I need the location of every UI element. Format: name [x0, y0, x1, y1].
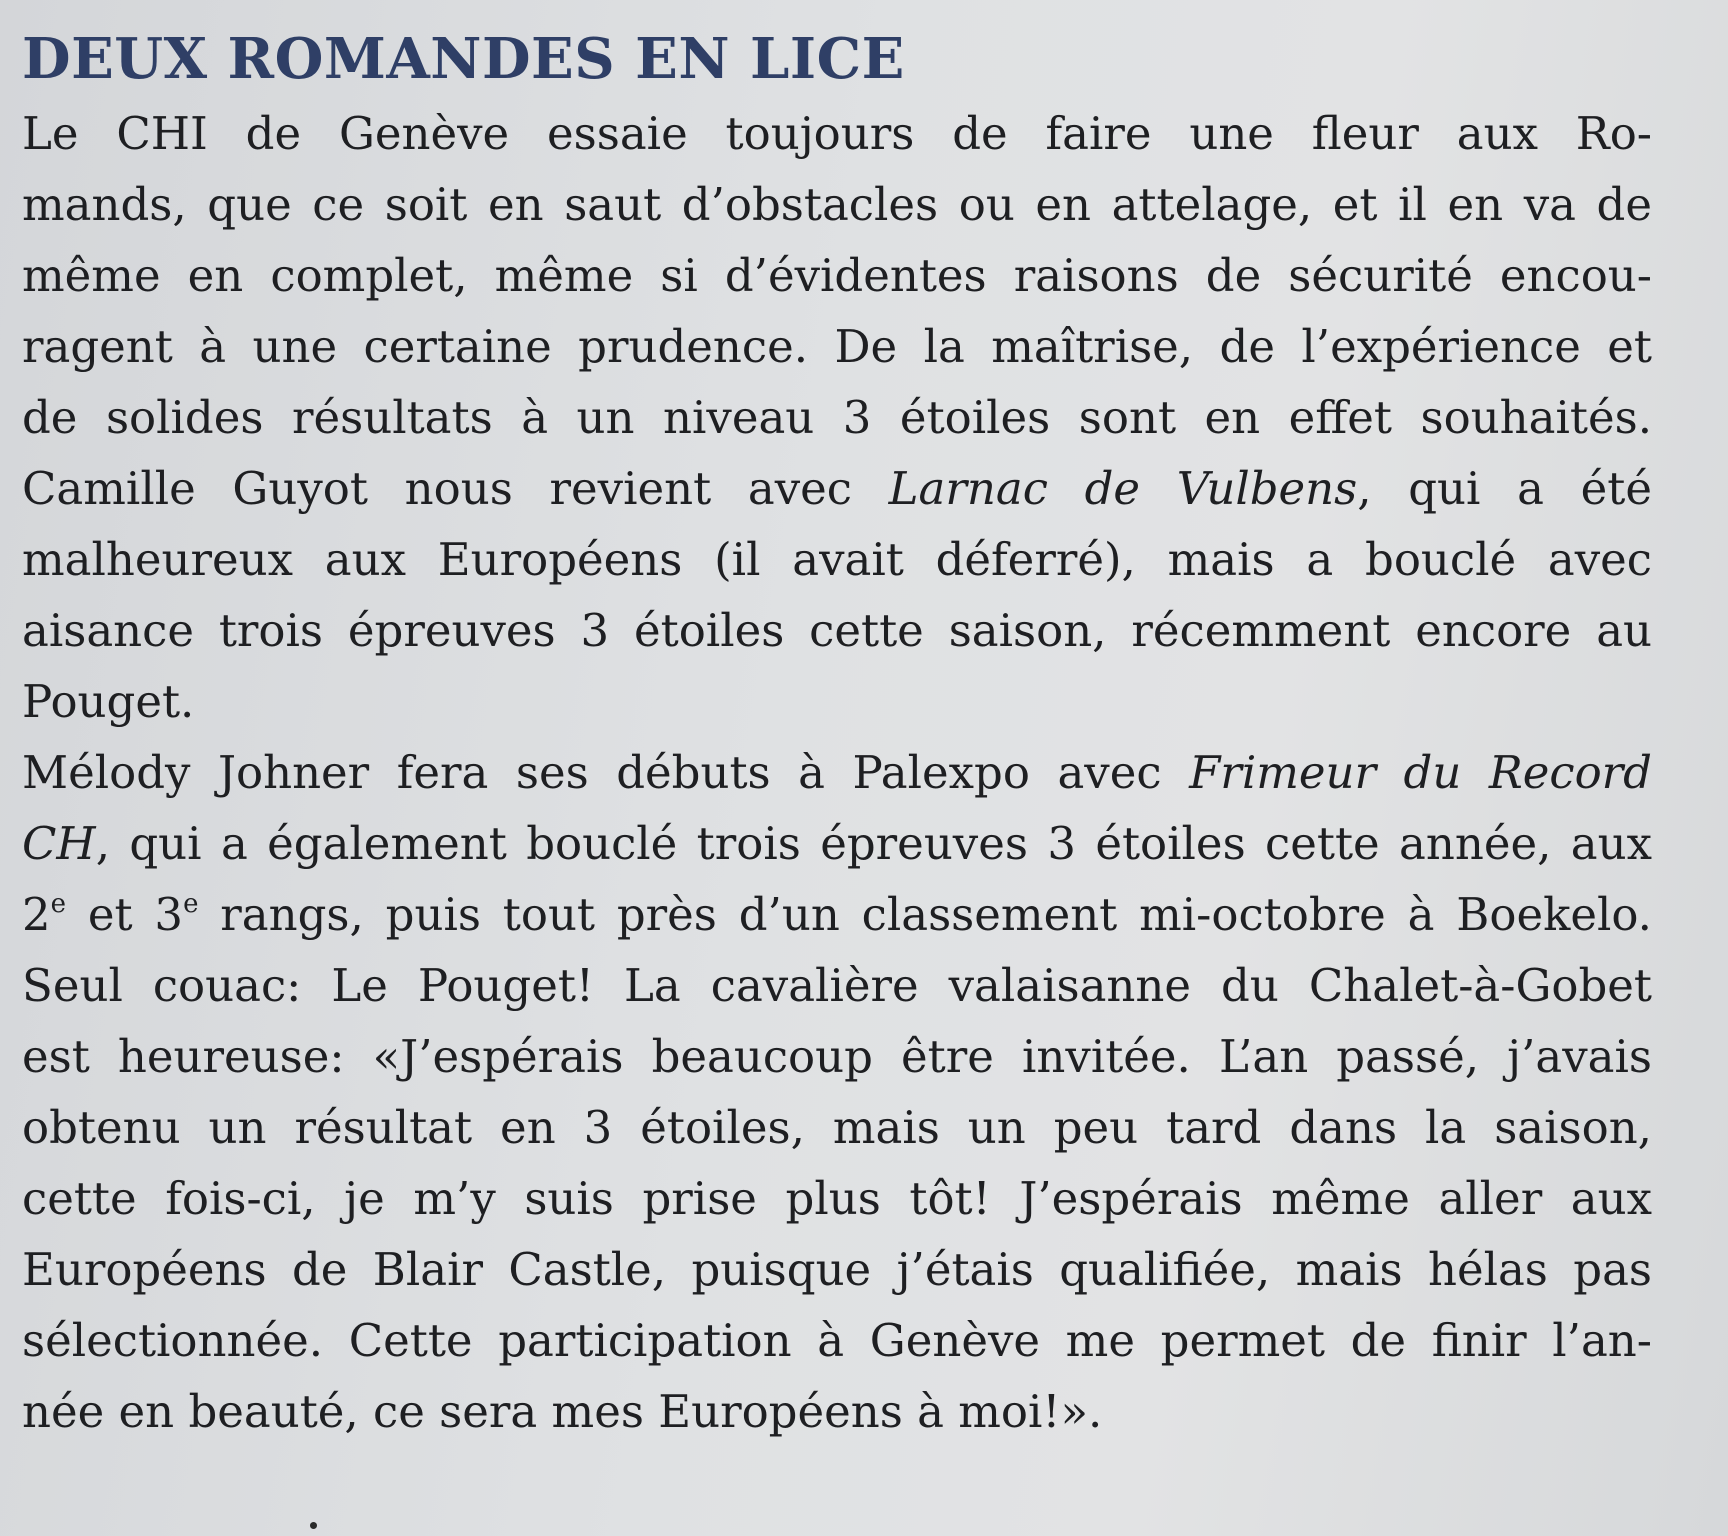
text-segment: et 3: [66, 888, 184, 941]
paragraph-camille-guyot: [22, 98, 1652, 737]
text-line: obtenu un résultat en 3 étoiles, mais un peu tard dans la saison,: [22, 1101, 1652, 1154]
horse-name-frimeur-suffix: CH: [22, 817, 96, 870]
text-segment: Mélody Johner fera ses débuts à Palexpo avec: [22, 746, 1190, 799]
horse-name-frimeur: Frimeur du Record: [1189, 746, 1652, 799]
text-line: Seul couac: Le Pouget! La cavalière valaisanne du Chalet-à-Gobet: [22, 959, 1652, 1012]
text-line: [22, 879, 1652, 950]
horse-name-larnac: Larnac de Vulbens: [888, 462, 1358, 515]
text-line: Européens de Blair Castle, puisque j’étais qualifiée, mais hélas pas: [22, 1243, 1652, 1296]
text-line: ragent à une certaine prudence. De la maîtrise, de l’expérience et: [22, 320, 1652, 373]
text-line: même en complet, même si d’évidentes raisons de sécurité encou-: [22, 249, 1652, 302]
article-body: [22, 98, 1652, 1447]
text-line: malheureux aux Européens (il avait déferré), mais a bouclé avec: [22, 533, 1652, 586]
ordinal-suffix: e: [183, 889, 199, 919]
text-segment: Camille Guyot nous revient avec: [22, 462, 889, 515]
text-segment: , qui a été: [1357, 462, 1652, 515]
article-headline: DEUX ROMANDES EN LICE: [22, 26, 905, 92]
ink-speck: [310, 1522, 317, 1529]
text-line: aisance trois épreuves 3 étoiles cette saison, récemment encore au: [22, 604, 1652, 657]
ordinal-suffix: e: [50, 889, 67, 919]
text-line: [22, 737, 1652, 808]
text-line: sélectionnée. Cette participation à Genève me permet de finir l’an-: [22, 1314, 1652, 1367]
text-line: de solides résultats à un niveau 3 étoiles sont en effet souhaités.: [22, 391, 1652, 444]
text-line: mands, que ce soit en saut d’obstacles ou en attelage, et il en va de: [22, 178, 1652, 231]
article: [22, 20, 1652, 1447]
text-line: [22, 808, 1652, 879]
text-segment: rangs, puis tout près d’un classement mi-octobre à Boekelo.: [198, 888, 1652, 941]
text-line: cette fois-ci, je m’y suis prise plus tôt! J’espérais même aller aux: [22, 1172, 1652, 1225]
text-line: née en beauté, ce sera mes Européens à moi!».: [22, 1385, 1103, 1438]
text-line: [22, 453, 1652, 524]
text-segment: , qui a également bouclé trois épreuves 3 étoiles cette année, aux: [95, 817, 1652, 870]
text-line: est heureuse: «J’espérais beaucoup être invitée. L’an passé, j’avais: [22, 1030, 1652, 1083]
text-line: Pouget.: [22, 675, 195, 728]
paragraph-melody-johner: [22, 737, 1652, 1447]
text-line: Le CHI de Genève essaie toujours de faire une fleur aux Ro-: [22, 107, 1652, 160]
text-segment: 2: [22, 888, 51, 941]
